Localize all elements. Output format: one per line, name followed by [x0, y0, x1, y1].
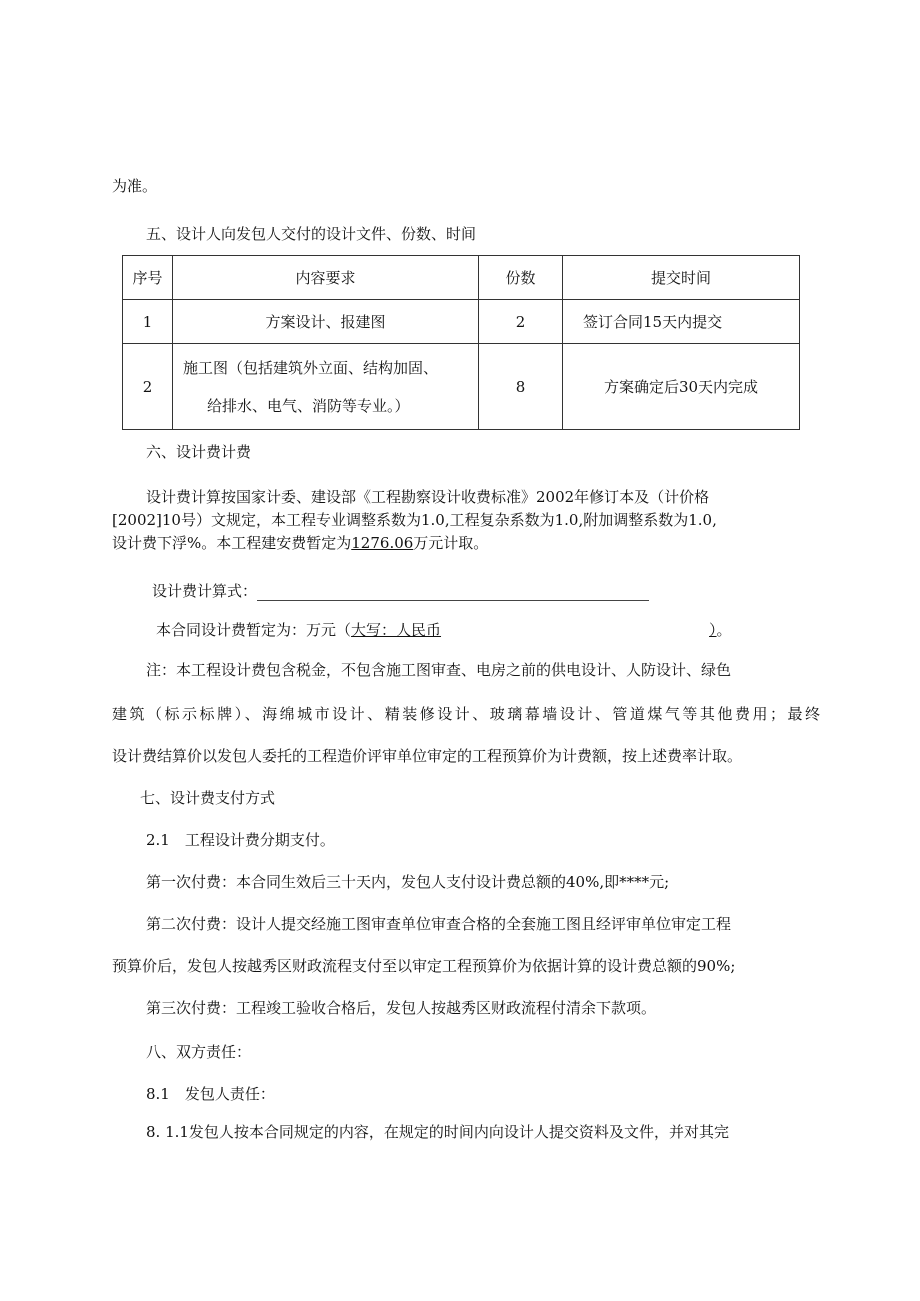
fee-formula-line	[152, 581, 649, 601]
cell-content: 方案设计、报建图	[173, 300, 479, 344]
tentative-fee-line	[156, 620, 732, 640]
note-line1: 注：本工程设计费包含税金，不包含施工图审查、电房之前的供电设计、人防设计、绿色	[146, 661, 732, 679]
fee-paragraph-line2: [2002]10号）文规定，本工程专业调整系数为1.0,工程复杂系数为1.0,附加调整系数为1.0,	[112, 511, 717, 529]
tentative-fee-capital: 大写：人民币 ）	[351, 621, 717, 639]
tentative-fee-capital-text: 大写：人民币	[351, 621, 442, 639]
table-row	[123, 300, 800, 344]
cell-time: 方案确定后30天内完成	[563, 344, 800, 430]
fee-formula-label: 设计费计算式：	[152, 582, 258, 600]
cell-content	[173, 344, 479, 430]
header-no: 序号	[123, 256, 173, 300]
cell-no: 1	[123, 300, 173, 344]
section6-title: 六、设计费计费	[146, 443, 252, 461]
payment-first: 第一次付费：本合同生效后三十天内，发包人支付设计费总额的40%,即****元;	[146, 873, 670, 891]
payment-second-line2: 预算价后，发包人按越秀区财政流程支付至以审定工程预算价为依据计算的设计费总额的90%;	[112, 957, 736, 975]
fee-formula-blank	[257, 584, 649, 601]
fee-paragraph-line1: 设计费计算按国家计委、建设部《工程勘察设计收费标准》2002年修订本及（计价格	[146, 488, 710, 506]
cell-copies: 8	[479, 344, 563, 430]
table-row	[123, 344, 800, 430]
cell-no: 2	[123, 344, 173, 430]
cell-copies: 2	[479, 300, 563, 344]
fee-line3-prefix: 设计费下浮%。本工程建安费暂定为	[112, 534, 352, 552]
tentative-fee-suffix: 。	[716, 621, 732, 639]
fee-paragraph-line3	[112, 533, 488, 553]
header-time: 提交时间	[563, 256, 800, 300]
note-line3: 设计费结算价以发包人委托的工程造价评审单位审定的工程预算价为计费额，按上述费率计取。	[112, 747, 743, 765]
section8-title: 八、双方责任：	[146, 1043, 252, 1061]
employer-responsibility-8-1-1: 8. 1.1发包人按本合同规定的内容，在规定的时间内向设计人提交资料及文件，并对其完	[146, 1123, 729, 1141]
note-line2: 建筑（标示标牌）、海绵城市设计、精装修设计、玻璃幕墙设计、管道煤气等其他费用；最终	[112, 705, 820, 723]
table-header-row	[123, 256, 800, 300]
employer-responsibility-title: 8.1 发包人责任：	[146, 1085, 275, 1103]
deliverables-table	[122, 255, 800, 430]
payment-installments: 2.1 工程设计费分期支付。	[146, 831, 335, 849]
header-copies: 份数	[479, 256, 563, 300]
tentative-fee-prefix: 本合同设计费暂定为：万元（	[156, 621, 352, 639]
carry-over-text: 为准。	[112, 177, 158, 195]
section7-title: 七、设计费支付方式	[140, 789, 276, 807]
payment-third: 第三次付费：工程竣工验收合格后，发包人按越秀区财政流程付清余下款项。	[146, 999, 657, 1017]
section5-title: 五、设计人向发包人交付的设计文件、份数、时间	[146, 225, 477, 243]
payment-second-line1: 第二次付费：设计人提交经施工图审查单位审查合格的全套施工图且经评审单位审定工程	[146, 915, 732, 933]
cell-content-line2: 给排水、电气、消防等专业。）	[207, 396, 410, 415]
header-content: 内容要求	[173, 256, 479, 300]
fee-line3-suffix: 万元计取。	[413, 534, 489, 552]
construction-cost-amount: 1276.06	[351, 534, 414, 552]
cell-content-line1: 施工图（包括建筑外立面、结构加固、	[183, 358, 439, 377]
cell-time: 签订合同15天内提交	[563, 300, 800, 344]
